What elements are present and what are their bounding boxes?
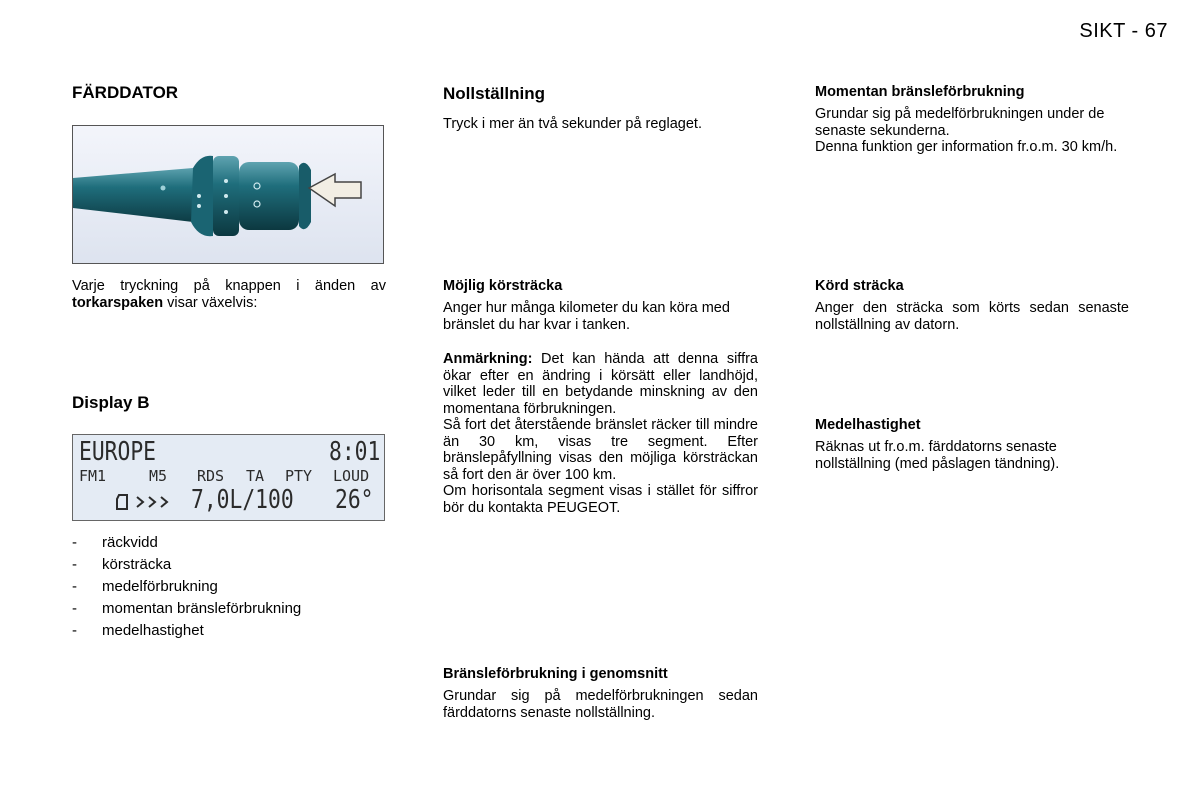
lcd-display xyxy=(72,434,385,521)
distance-text: Anger den sträcka som körts sedan senaste nollställning av datorn. xyxy=(815,300,1129,333)
intro-paragraph: Varje tryckning på knappen i änden av torkarspaken visar växelvis: xyxy=(72,278,386,311)
note-block xyxy=(443,351,758,516)
section-title-average-speed: Medelhastighet xyxy=(815,417,921,433)
section-title-range: Möjlig körsträcka xyxy=(443,278,563,294)
lcd-status-loud: LOUD xyxy=(333,467,370,485)
list-item: - räckvidd xyxy=(72,534,386,556)
lcd-temperature: 26° xyxy=(335,485,374,515)
note-paragraph-3: Om horisontala segment visas i stället för siffror bör du kontakta PEUGEOT. xyxy=(443,483,758,516)
lcd-status-fm: FM1 xyxy=(79,467,107,485)
average-speed-text: Räknas ut fr.o.m. färddatorns senaste nollställning (med påslagen tändning). xyxy=(815,439,1060,472)
lcd-region: EUROPE xyxy=(79,437,157,467)
section-title-distance: Körd sträcka xyxy=(815,278,904,294)
list-item: - medelhastighet xyxy=(72,622,386,644)
display-title: Display B xyxy=(72,393,150,412)
section-title-reset: Nollställning xyxy=(443,84,545,103)
note-paragraph-2: Så fort det återstående bränslet räcker till mindre än 30 km, visas tre segment. Efter bränslepåfyllning visas den möjliga körsträckan så fort den är över 100 km. xyxy=(443,417,758,483)
note-label: Anmärkning: xyxy=(443,351,533,367)
section-title-trip-computer: FÄRDDATOR xyxy=(72,83,179,102)
lcd-clock: 8:01 xyxy=(329,437,381,467)
lcd-consumption: 7,0L/100 xyxy=(191,485,294,515)
section-title-average-consumption: Bränsleförbrukning i genomsnitt xyxy=(443,666,668,682)
list-item: - momentan bränsleförbrukning xyxy=(72,600,386,622)
list-item: - medelförbrukning xyxy=(72,578,386,600)
reset-text: Tryck i mer än två sekunder på reglaget. xyxy=(443,116,702,132)
lcd-status-rds: RDS xyxy=(197,467,225,485)
lcd-status-ta: TA xyxy=(246,467,265,485)
range-text: Anger hur många kilometer du kan köra med bränslet du har kvar i tanken. xyxy=(443,300,730,333)
fuel-pump-range-icon xyxy=(113,491,181,513)
wiper-lever-icon xyxy=(73,126,384,264)
average-consumption-text: Grundar sig på medelförbrukningen sedan färddatorns senaste nollställning. xyxy=(443,688,758,721)
lcd-status-memory: M5 xyxy=(149,467,168,485)
lcd-status-pty: PTY xyxy=(285,467,313,485)
list-item: - körsträcka xyxy=(72,556,386,578)
section-title-instant-consumption: Momentan bränsleförbrukning xyxy=(815,84,1025,100)
function-list xyxy=(72,534,386,644)
note-paragraph: Anmärkning: Det kan hända att denna siffra ökar efter en ändring i körsätt eller landhöjd, vilket leder till en betydande minskning av den momentana förbrukningen. xyxy=(443,351,758,417)
instant-consumption-text: Grundar sig på medelförbrukningen under de senaste sekunderna. Denna funktion ger information fr.o.m. 30 km/h. xyxy=(815,106,1118,155)
wiper-lever-illustration xyxy=(72,125,384,264)
page-reference: SIKT - 67 xyxy=(1079,20,1168,42)
